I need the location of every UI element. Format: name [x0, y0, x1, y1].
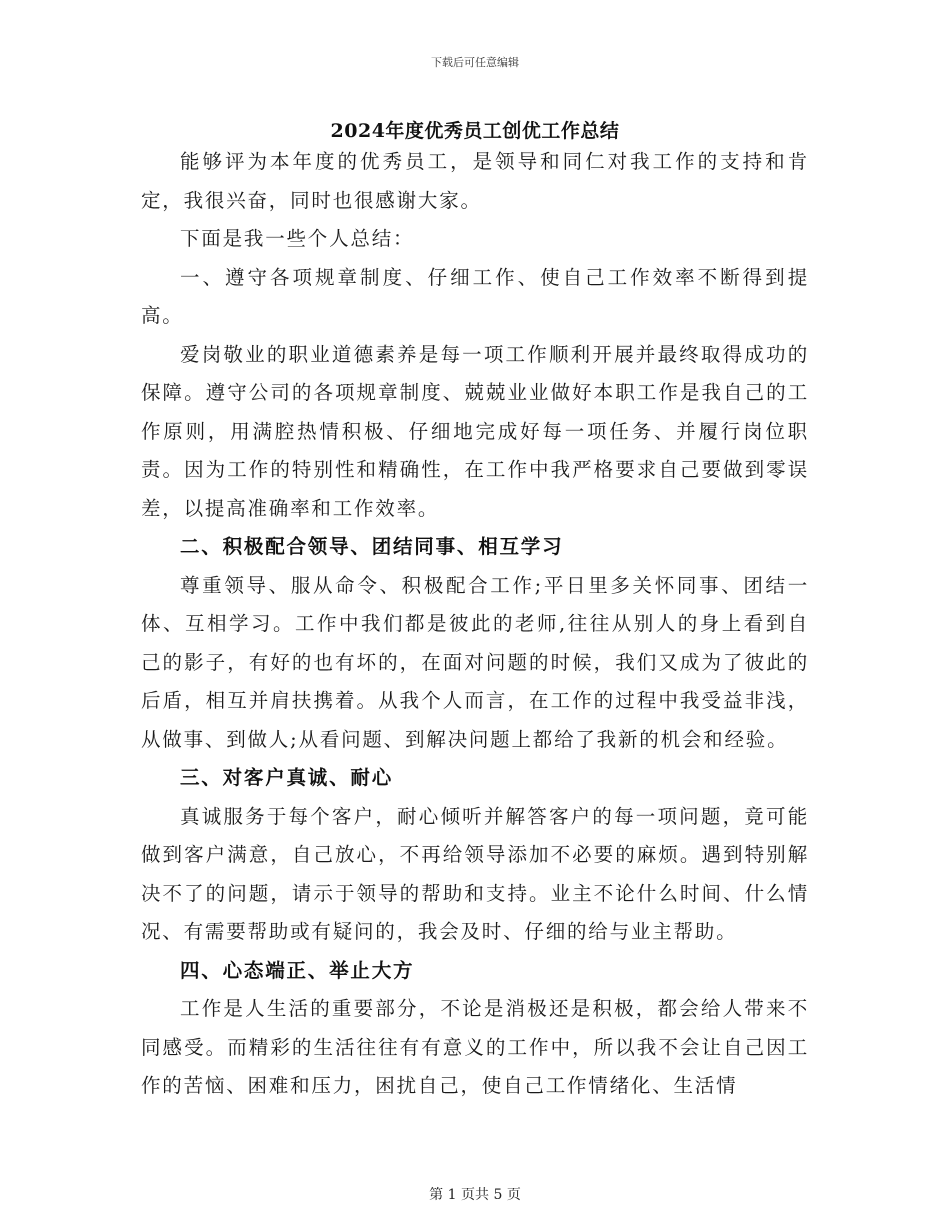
section-heading-2: 二、积极配合领导、团结同事、相互学习	[180, 535, 564, 558]
section-heading-1: 一、遵守各项规章制度、仔细工作、使自己工作效率不断得到提高。	[141, 265, 809, 327]
page-current: 1	[447, 1187, 457, 1203]
header-note: 下载后可任意编辑	[431, 56, 519, 69]
paragraph-section-3: 真诚服务于每个客户，耐心倾听并解答客户的每一项问题，竟可能做到客户满意，自己放心，不再给领导添加不必要的麻烦。遇到特别解决不了的问题，请示于领导的帮助和支持。业主不论什么时间、什么情况、有需要帮助或有疑问的，我会及时、仔细的给与业主帮助。	[141, 804, 809, 943]
page-number-footer	[0, 1184, 950, 1204]
page-middle: 页共	[461, 1187, 489, 1203]
paragraph-section-2: 尊重领导、服从命令、积极配合工作;平日里多关怀同事、团结一体、互相学习。工作中我们都是彼此的老师,往往从别人的身上看到自己的影子，有好的也有坏的，在面对问题的时候，我们又成为了彼此的后盾，相互并肩扶携着。从我个人而言，在工作的过程中我受益非浅，从做事、到做人;从看问题、到解决问题上都给了我新的机会和经验。	[141, 573, 809, 751]
section-heading-3: 三、对客户真诚、耐心	[180, 766, 394, 789]
paragraph-intro: 能够评为本年度的优秀员工，是领导和同仁对我工作的支持和肯定，我很兴奋，同时也很感谢大家。	[141, 150, 809, 212]
paragraph-section-1: 爱岗敬业的职业道德素养是每一项工作顺利开展并最终取得成功的保障。遵守公司的各项规章制度、兢兢业业做好本职工作是我自己的工作原则，用满腔热情积极、仔细地完成好每一项任务、并履行岗位职责。因为工作的特别性和精确性，在工作中我严格要求自己要做到零误差，以提高准确率和工作效率。	[141, 342, 809, 520]
section-heading-4: 四、心态端正、举止大方	[180, 958, 415, 982]
paragraph-summary-lead: 下面是我一些个人总结：	[180, 227, 415, 250]
page-prefix: 第	[429, 1187, 444, 1203]
document-body	[141, 143, 809, 1106]
document-title: 2024年度优秀员工创优工作总结	[330, 120, 620, 142]
page-suffix: 页	[506, 1187, 521, 1203]
paragraph-section-4: 工作是人生活的重要部分，不论是消极还是积极，都会给人带来不同感受。而精彩的生活往往有有意义的工作中，所以我不会让自己因工作的苦恼、困难和压力，困扰自己，使自己工作情绪化、生活情	[141, 997, 809, 1097]
page-total: 5	[493, 1187, 503, 1203]
